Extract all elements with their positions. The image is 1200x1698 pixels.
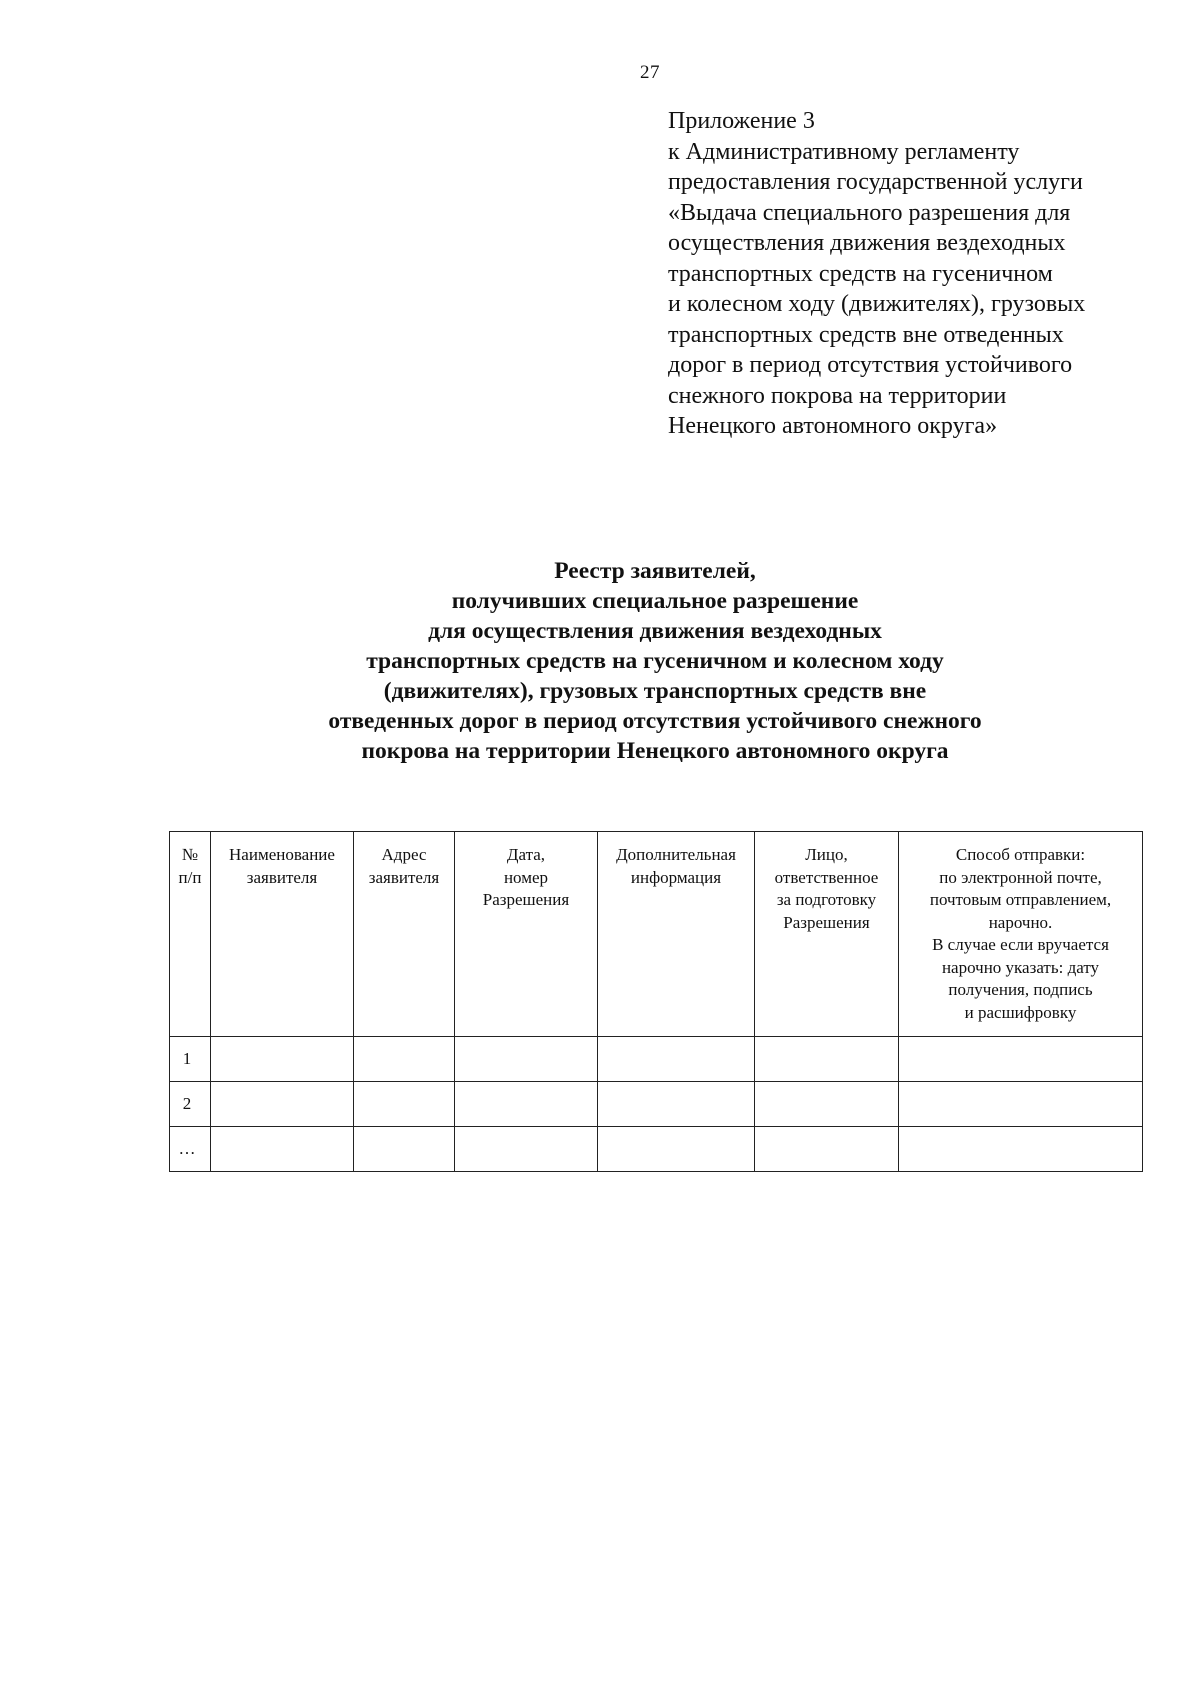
table-row — [170, 1082, 1143, 1127]
table-row — [170, 1127, 1143, 1172]
row-number-cell: 1 — [170, 1037, 211, 1082]
title-line: для осуществления движения вездеходных — [428, 618, 882, 644]
table-cell — [598, 1127, 755, 1172]
header-additional-info — [598, 832, 755, 1037]
header-line: Разрешения — [482, 890, 570, 909]
table-cell — [455, 1082, 598, 1127]
document-title — [210, 556, 1100, 766]
header-line: почтовым отправлением, — [929, 890, 1112, 909]
header-line: Дополнительная — [616, 845, 736, 864]
title-line: Реестр заявителей, — [554, 558, 756, 584]
page-number: 27 — [640, 62, 660, 83]
header-applicant-address — [354, 832, 455, 1037]
header-applicant-name — [211, 832, 354, 1037]
header-line: Дата, — [506, 845, 546, 864]
header-line: Адрес — [381, 845, 427, 864]
table-cell — [755, 1082, 899, 1127]
header-number — [170, 832, 211, 1037]
table-cell — [899, 1037, 1143, 1082]
appendix-line: к Административному регламенту — [668, 138, 1020, 165]
table-cell — [598, 1037, 755, 1082]
header-line: В случае если вручается — [932, 935, 1109, 954]
row-number-cell: … — [170, 1127, 211, 1172]
table-cell — [755, 1127, 899, 1172]
header-line: по электронной почте, — [939, 867, 1102, 887]
header-line: заявителя — [368, 867, 440, 887]
row-number-cell: 2 — [170, 1082, 211, 1127]
header-line: информация — [630, 867, 722, 887]
appendix-line: снежного покрова на территории — [668, 382, 1007, 409]
header-line: номер — [503, 867, 549, 887]
header-line: и расшифровку — [964, 1002, 1077, 1022]
header-permit-date-number — [455, 832, 598, 1037]
title-line: отведенных дорог в период отсутствия устойчивого снежного — [328, 708, 982, 734]
header-delivery-method — [899, 832, 1143, 1037]
header-responsible-person — [755, 832, 899, 1037]
title-line: транспортных средств на гусеничном и колесном ходу — [366, 648, 944, 674]
table-cell — [598, 1082, 755, 1127]
registry-table — [169, 831, 1143, 1172]
table-cell — [211, 1082, 354, 1127]
table-cell — [455, 1127, 598, 1172]
appendix-line: дорог в период отсутствия устойчивого — [668, 352, 1073, 378]
header-line: Разрешения — [783, 912, 870, 932]
header-line: п/п — [178, 867, 202, 887]
table-cell — [455, 1037, 598, 1082]
appendix-reference — [668, 106, 1168, 442]
table-cell — [899, 1082, 1143, 1127]
header-line: нарочно указать: дату — [941, 957, 1100, 977]
table-cell — [354, 1082, 455, 1127]
appendix-line: Приложение 3 — [668, 108, 815, 134]
title-line: покрова на территории Ненецкого автономного округа — [361, 738, 949, 764]
table-cell — [354, 1127, 455, 1172]
table-cell — [211, 1127, 354, 1172]
header-line: получения, подпись — [948, 980, 1093, 999]
header-line: ответственное — [774, 867, 879, 887]
header-line: № — [181, 845, 199, 864]
header-line: Наименование — [229, 845, 335, 864]
appendix-line: и колесном ходу (движителях), грузовых — [668, 291, 1086, 317]
table-header-row — [170, 832, 1143, 1037]
header-line: заявителя — [246, 867, 318, 887]
table-cell — [899, 1127, 1143, 1172]
table-row — [170, 1037, 1143, 1082]
title-line: получивших специальное разрешение — [451, 588, 859, 614]
appendix-line: транспортных средств на гусеничном — [668, 260, 1053, 287]
appendix-line: предоставления государственной услуги — [668, 169, 1083, 195]
header-line: нарочно. — [988, 912, 1053, 932]
header-line: Лицо, — [805, 845, 848, 864]
appendix-line: осуществления движения вездеходных — [668, 230, 1066, 256]
appendix-line: «Выдача специального разрешения для — [668, 199, 1071, 226]
title-line: (движителях), грузовых транспортных средств вне — [383, 678, 927, 704]
table-cell — [211, 1037, 354, 1082]
appendix-line: транспортных средств вне отведенных — [668, 321, 1064, 348]
header-line: Способ отправки: — [955, 845, 1086, 864]
appendix-line: Ненецкого автономного округа» — [668, 413, 998, 439]
header-line: за подготовку — [776, 890, 877, 909]
table-cell — [354, 1037, 455, 1082]
table-cell — [755, 1037, 899, 1082]
